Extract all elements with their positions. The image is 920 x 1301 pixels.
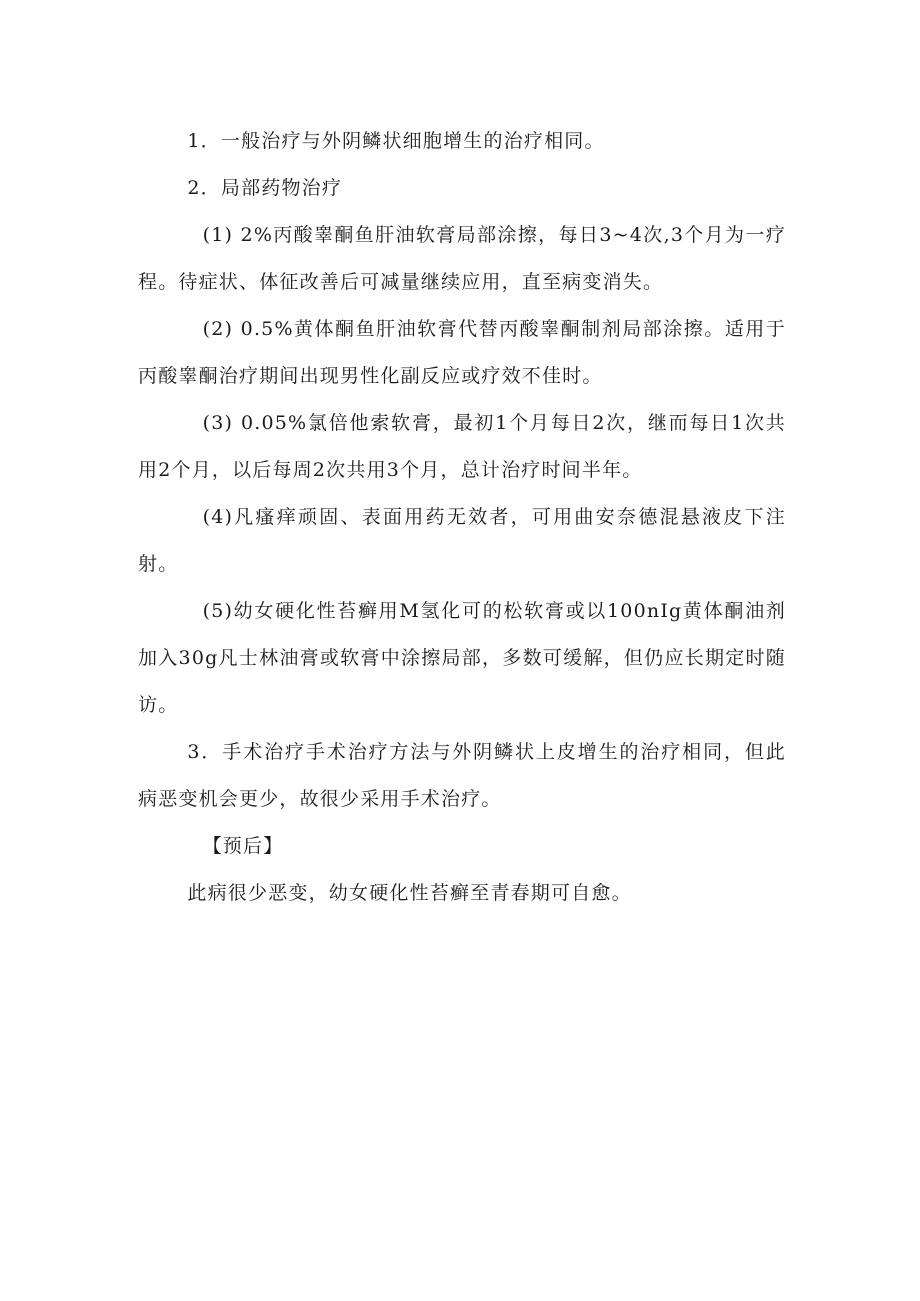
paragraph-item-4: (4)凡瘙痒顽固、表面用药无效者，可用曲安奈德混悬液皮下注射。 [138,506,786,575]
paragraph-surgical-treatment: 3．手术治疗手术治疗方法与外阴鳞状上皮增生的治疗相同，但此病恶变机会更少，故很少采用手术治疗。 [138,741,786,810]
document-body [138,118,786,917]
paragraph-item-3: (3) 0.05%氯倍他索软膏，最初1个月每日2次，继而每日1次共用2个月，以后每周2次共用3个月，总计治疗时间半年。 [138,412,786,481]
paragraph-item-2: (2) 0.5%黄体酮鱼肝油软膏代替丙酸睾酮制剂局部涂擦。适用于丙酸睾酮治疗期间出现男性化副反应或疗效不佳时。 [138,318,786,387]
paragraph-local-drug-treatment-heading: 2．局部药物治疗 [187,177,343,199]
section-heading-prognosis: 【预后】 [202,835,284,857]
paragraph-item-5: (5)幼女硬化性苔癣用M氢化可的松软膏或以100nIg黄体酮油剂加入30g凡士林油膏或软膏中涂擦局部，多数可缓解，但仍应长期定时随访。 [138,600,786,716]
paragraph-general-treatment: 1．一般治疗与外阴鳞状细胞增生的治疗相同。 [187,130,605,152]
paragraph-prognosis: 此病很少恶变，幼女硬化性苔癣至青春期可自愈。 [187,882,632,904]
paragraph-item-1: (1) 2%丙酸睾酮鱼肝油软膏局部涂擦，每日3~4次,3个月为一疗程。待症状、体征改善后可减量继续应用，直至病变消失。 [138,224,786,293]
